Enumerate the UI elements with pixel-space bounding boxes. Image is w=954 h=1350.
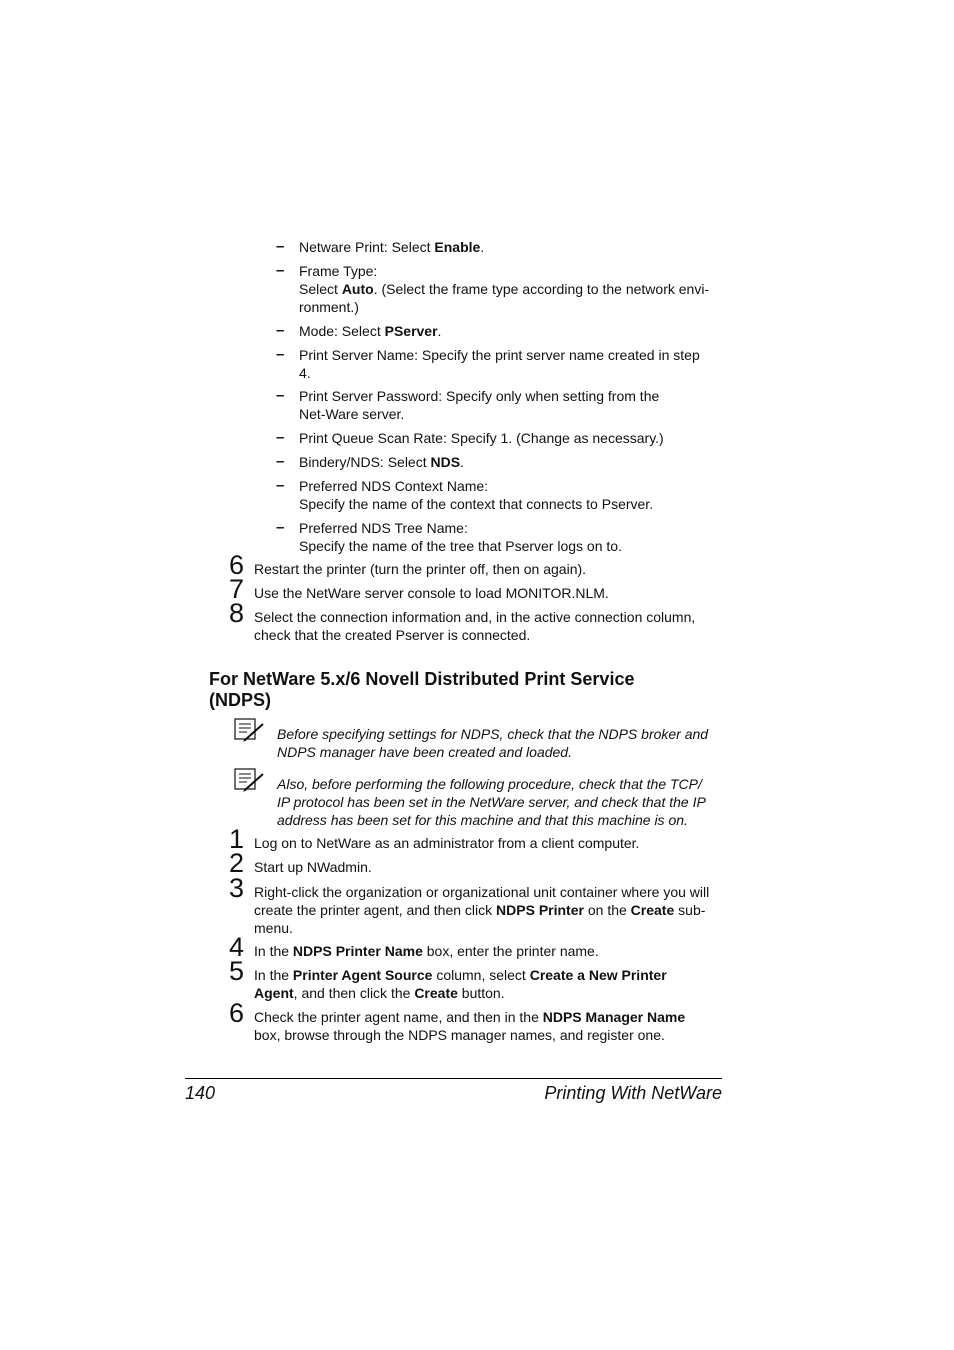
dash-icon: – — [276, 429, 285, 446]
page-number: 140 — [185, 1083, 216, 1103]
dash-icon: – — [276, 519, 285, 536]
dash-icon: – — [276, 322, 285, 339]
step-number: 4 — [229, 932, 245, 962]
dash-icon: – — [276, 387, 285, 404]
dash-icon: – — [276, 477, 285, 494]
dash-icon: – — [276, 238, 285, 255]
step-number: 6 — [229, 998, 245, 1028]
step-number: 1 — [229, 824, 245, 854]
step-number: 8 — [229, 598, 245, 628]
step-number: 5 — [229, 956, 245, 986]
dash-icon: – — [276, 453, 285, 470]
step-number: 6 — [229, 550, 245, 580]
step-number: 3 — [229, 873, 245, 903]
dash-icon: – — [276, 262, 285, 279]
note-pencil-icon — [231, 768, 267, 794]
footer-title: Printing With NetWare — [544, 1083, 722, 1103]
note-pencil-icon — [231, 718, 267, 744]
step-number: 7 — [229, 574, 245, 604]
footer-rule — [185, 1078, 722, 1079]
section-heading: For NetWare 5.x/6 Novell Distributed Print Service (NDPS) — [209, 669, 635, 710]
dash-icon: – — [276, 346, 285, 363]
step-number: 2 — [229, 848, 245, 878]
